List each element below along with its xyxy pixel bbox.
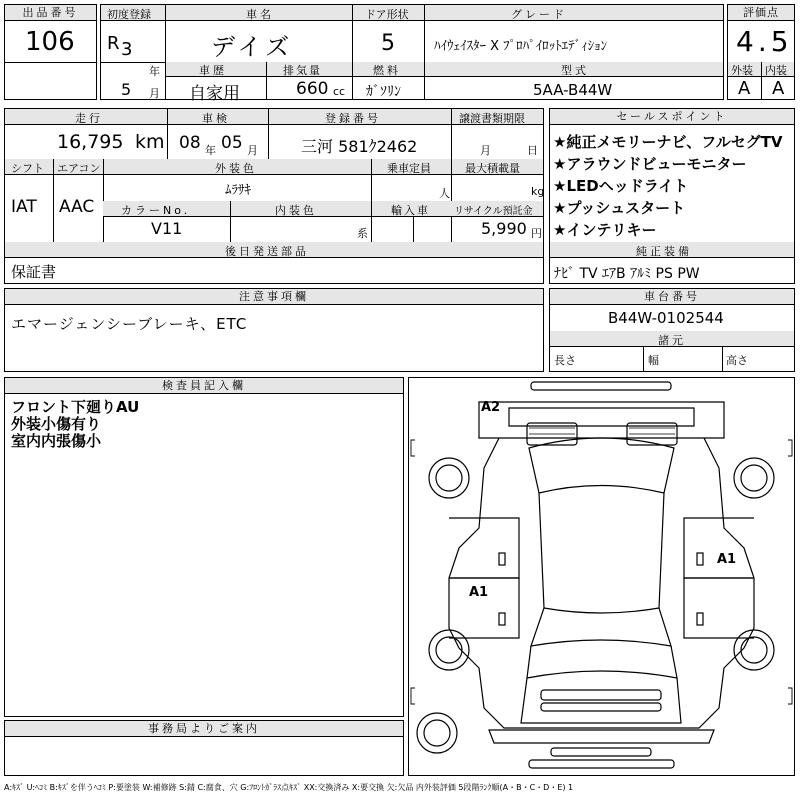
selling-points-label: セールスポイント — [550, 109, 794, 125]
capacity-label: 乗車定員 — [387, 162, 431, 175]
history: 自家用 — [189, 84, 240, 104]
grade: ﾊｲｳｪｲｽﾀｰ X ﾌﾟﾛﾊﾟｲﾛｯﾄｴﾃﾞｨｼｮﾝ — [434, 39, 608, 54]
selling-point-4: ★プッシュスタート — [553, 199, 686, 217]
dimensions-label: 諸元 — [658, 334, 686, 347]
lot-number: 106 — [25, 27, 75, 57]
chassis-box — [549, 288, 795, 372]
mileage: 16,795 — [57, 131, 124, 153]
displacement-label: 排気量 — [283, 64, 322, 77]
legend: A:ｷｽﾞ U:ﾍｺﾐ B:ｷｽﾞを伴うﾍｺﾐ P:要塗装 W:補修跡 S:錆 C:腐食、穴 G:ﾌﾛﾝﾄｶﾞﾗｽ点ｷｽﾞ XX:交換済み X:要交換 欠:欠品 内外装評価 5段階ﾗﾝｸ順(A・B・C・D・E) 1 — [4, 783, 574, 792]
door-count: 5 — [381, 31, 395, 56]
mark-rear: A2 — [481, 400, 501, 415]
td-day-unit: 日 — [527, 144, 538, 157]
height-label: 高さ — [726, 354, 748, 367]
door-label: ドア形状 — [365, 8, 409, 21]
selling-points-box — [549, 108, 795, 284]
insp-month-unit: 月 — [247, 144, 258, 157]
yen-unit: 円 — [531, 227, 542, 240]
registration-number: 三河 581ｸ2462 — [301, 137, 418, 156]
inspector-box — [4, 377, 404, 717]
mileage-label: 走行 — [75, 112, 103, 125]
fuel-label: 燃料 — [373, 64, 401, 77]
inspection-year: 08 — [179, 133, 201, 153]
first-reg-year: 3 — [121, 39, 133, 60]
person-unit: 人 — [439, 187, 450, 200]
mileage-box — [4, 108, 544, 284]
notes-label: 注意事項欄 — [5, 289, 543, 305]
int-color-label: 内装色 — [275, 204, 317, 217]
car-diagram — [409, 378, 794, 775]
inspector-note-3: 室内内張傷小 — [11, 432, 102, 450]
int-grade: A — [772, 78, 785, 99]
office-label: 事務局よりご案内 — [5, 721, 403, 737]
mark-right-side: A1 — [717, 552, 737, 567]
first-reg-month: 5 — [121, 80, 132, 99]
kg-unit: kg — [531, 185, 545, 198]
int-label: 内装 — [765, 64, 787, 77]
shift: IAT — [11, 197, 37, 217]
office-box — [4, 720, 404, 776]
vehicle-info-box — [100, 4, 724, 104]
ext-color: ﾑﾗｻｷ — [225, 183, 251, 198]
chassis-number: B44W-0102544 — [608, 309, 724, 327]
mark-left-side: A1 — [469, 585, 489, 600]
aircon: AAC — [59, 197, 95, 217]
max-load-label: 最大積載量 — [465, 162, 520, 175]
chassis-label: 車台番号 — [550, 289, 794, 305]
ext-color-label: 外装色 — [215, 162, 257, 175]
recycle-label: リサイクル預託金 — [454, 206, 533, 217]
lot-number-box — [4, 4, 97, 100]
length-label: 長さ — [554, 354, 576, 367]
later-parts-label: 後日発送部品 — [225, 245, 309, 258]
td-month-unit: 月 — [480, 144, 491, 157]
score-label: 評価点 — [728, 5, 794, 21]
cc-unit: cc — [333, 85, 346, 98]
aircon-label: エアコン — [57, 162, 101, 175]
later-parts: 保証書 — [11, 263, 57, 281]
genuine-equipment: ﾅﾋﾞ TV ｴｱB ｱﾙﾐ PS PW — [554, 266, 700, 282]
shift-label: シフト — [11, 162, 44, 175]
kei-unit: 系 — [357, 227, 368, 240]
first-reg-label: 初度登録 — [107, 8, 151, 21]
notes-box — [4, 288, 544, 372]
era: R — [107, 33, 120, 54]
car-name-label: 車名 — [246, 8, 274, 21]
import-label: 輸入車 — [391, 204, 430, 217]
score-box — [727, 4, 795, 100]
month-unit: 月 — [149, 87, 160, 100]
selling-point-1: ★純正メモリーナビ、フルセグTV — [553, 133, 783, 151]
inspector-label: 検査員記入欄 — [5, 378, 403, 394]
inspection-label: 車検 — [202, 112, 230, 125]
model: 5AA-B44W — [533, 81, 613, 99]
year-unit: 年 — [149, 65, 160, 78]
inspection-month: 05 — [221, 133, 243, 153]
recycle-fee: 5,990 — [481, 219, 527, 238]
selling-point-2: ★アラウンドビューモニター — [553, 155, 747, 173]
grade-label: グレード — [511, 8, 567, 21]
width-label: 幅 — [648, 354, 659, 367]
selling-point-5: ★インテリキー — [553, 221, 657, 239]
insp-year-unit: 年 — [205, 144, 216, 157]
km-unit: km — [135, 131, 165, 153]
inspector-note-2: 外装小傷有り — [11, 415, 102, 433]
history-label: 車歴 — [199, 64, 227, 77]
ext-label: 外装 — [731, 64, 753, 77]
displacement: 660 — [296, 79, 329, 99]
reg-no-label: 登録番号 — [325, 112, 381, 125]
ext-grade: A — [738, 78, 751, 99]
color-no: V11 — [151, 219, 183, 238]
model-label: 型式 — [561, 64, 589, 77]
genuine-equip-label: 純正装備 — [636, 245, 692, 258]
color-no-label: カラーNo. — [121, 204, 191, 217]
inspector-note-1: フロント下廻りAU — [11, 398, 140, 416]
fuel: ｶﾞｿﾘﾝ — [366, 84, 401, 100]
transfer-deadline-label: 譲渡書類期限 — [459, 112, 525, 125]
notes: エマージェンシーブレーキ、ETC — [11, 315, 248, 333]
car-diagram-box — [408, 377, 795, 776]
car-name: デイズ — [211, 33, 294, 61]
score: 4.5 — [736, 25, 793, 58]
selling-point-3: ★LEDヘッドライト — [553, 177, 689, 195]
lot-number-label: 出品番号 — [5, 5, 96, 21]
